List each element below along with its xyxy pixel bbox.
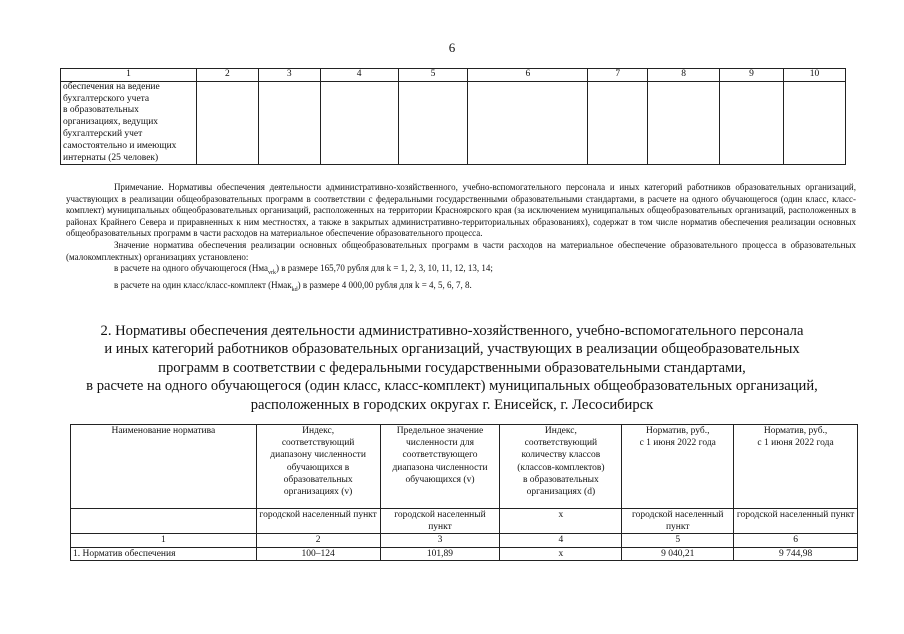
- header-limit-value: [380, 425, 500, 509]
- column-number: 1: [71, 534, 257, 547]
- empty-cell: [648, 81, 720, 165]
- header-index-range: [256, 425, 380, 509]
- row-value: 100–124: [256, 547, 380, 560]
- rate-text: ) в размере 4 000,00 рубля для k = 4, 5, 6, 7, 8.: [297, 279, 472, 290]
- header-line: соответствующего: [402, 450, 478, 461]
- heading-line: 2. Нормативы обеспечения деятельности административно-хозяйственного, учебно-вспомогательного персонала: [100, 323, 804, 339]
- empty-cell: [71, 509, 257, 534]
- empty-cell: [783, 81, 845, 165]
- header-line: Индекс,: [544, 426, 577, 436]
- header-line: обучающихся в: [286, 462, 350, 473]
- row-value: 101,89: [380, 547, 500, 560]
- column-number: 5: [398, 69, 468, 82]
- table-header-row: [61, 69, 846, 82]
- cell-line: организациях, ведущих: [63, 117, 159, 128]
- heading-line: и иных категорий работников образовательных организаций, участвующих в реализации общеобразовательных: [104, 341, 800, 358]
- header-line: численности для: [406, 438, 474, 449]
- table-row: [61, 81, 846, 165]
- header-line: диапазона численности: [392, 462, 488, 473]
- header-line: (классов-комплектов): [517, 462, 605, 473]
- column-number: 6: [468, 69, 588, 82]
- cell-line: интернаты (25 человек): [63, 152, 159, 163]
- header-line: Предельное значение: [396, 426, 484, 436]
- header-index-classes: [500, 425, 622, 509]
- cell-line: обеспечения на ведение: [63, 81, 160, 92]
- header-line: с 1 июня 2022 года: [757, 438, 834, 449]
- settlement-type-cell: городской населенный пункт: [380, 509, 500, 534]
- row-value: 9 040,21: [622, 547, 734, 560]
- empty-cell: [588, 81, 648, 165]
- header-normative-2: [734, 425, 858, 509]
- note-rate-line: [66, 263, 856, 279]
- column-number: 4: [500, 534, 622, 547]
- page-number: 6: [448, 40, 456, 55]
- column-number: 7: [588, 69, 648, 82]
- empty-cell: [258, 81, 320, 165]
- note-rate-line: [66, 280, 856, 296]
- header-line: Индекс,: [302, 426, 335, 436]
- header-line: количеству классов: [521, 450, 601, 461]
- cell-line: в образовательных: [63, 105, 139, 116]
- rate-text: в расчете на один класс/класс-комплект (Нмак: [114, 279, 292, 290]
- empty-cell: [320, 81, 398, 165]
- header-line: соответствующий: [524, 438, 598, 449]
- column-number: 4: [320, 69, 398, 82]
- header-line: соответствующий: [281, 438, 355, 449]
- header-line: диапазону численности: [270, 450, 366, 461]
- heading-line: расположенных в городских округах г. Енисейск, г. Лесосибирск: [250, 396, 654, 413]
- table-row: [71, 547, 858, 560]
- empty-cell: [720, 81, 784, 165]
- header-line: Норматив, руб.,: [646, 426, 710, 436]
- header-line: образовательных: [283, 474, 353, 485]
- header-line: с 1 июня 2022 года: [639, 438, 716, 449]
- empty-cell: [468, 81, 588, 165]
- table-subheader-row: [71, 509, 858, 534]
- rate-text: в расчете на одного обучающегося (Нма: [114, 263, 269, 274]
- settlement-type-cell: городской населенный пункт: [622, 509, 734, 534]
- rate-subscript: vrk: [268, 269, 277, 276]
- column-number: 9: [720, 69, 784, 82]
- column-number: 2: [256, 534, 380, 547]
- empty-cell: [398, 81, 468, 165]
- continuation-table: [60, 68, 846, 165]
- settlement-type-cell: городской населенный пункт: [256, 509, 380, 534]
- header-line: Норматив, руб.,: [763, 426, 828, 436]
- cell-line: бухгалтерского учета: [63, 93, 150, 104]
- column-number: 5: [622, 534, 734, 547]
- column-number: 6: [734, 534, 858, 547]
- column-number: 3: [380, 534, 500, 547]
- cell-line: самостоятельно и имеющих: [63, 140, 177, 151]
- column-number: 3: [258, 69, 320, 82]
- normative-name-cell: [61, 81, 197, 165]
- column-number: 2: [196, 69, 258, 82]
- note-block: [66, 182, 856, 296]
- header-line: в образовательных: [522, 474, 599, 485]
- row-value: 9 744,98: [734, 547, 858, 560]
- row-name: 1. Норматив обеспечения: [71, 547, 257, 560]
- note-paragraph: Примечание. Нормативы обеспечения деятельности административно-хозяйственного, учебно-вспомогательного персонала и иных категорий работников образовательных организаций, участвующих в реализации общеобразовательных программ в соответствии с федеральными государственными образовательными стандартами, в расчете на одного обучающегося (один класс, класс-комплект) муниципальных общеобразовательных организаций, расположенных на территории Красноярского края (за исключением муниципальных общеобразовательных организаций, расположенных в районах Крайнего Севера и приравненных к ним местностях, а также в закрытых административно-территориальных образованиях), содержат в том числе норматив обеспечения реализации основных общеобразовательных программ в части расходов на материальное обеспечение образовательного процесса.: [66, 182, 856, 239]
- header-line: организациях (v): [283, 487, 353, 498]
- note-paragraph: Значение норматива обеспечения реализации основных общеобразовательных программ в части расходов на материальное обеспечение образовательного процесса в образовательных (малокомплектных) организациях установлено:: [66, 239, 856, 262]
- section-heading: [40, 322, 864, 414]
- heading-line: программ в соответствии с федеральными государственными образовательными стандартами,: [158, 359, 746, 376]
- settlement-type-cell: городской населенный пункт: [734, 509, 858, 534]
- rate-subscript: kd: [291, 286, 298, 293]
- table-header-row: [71, 425, 858, 509]
- normatives-table: [70, 424, 858, 561]
- cell-line: бухгалтерский учет: [63, 128, 143, 139]
- heading-line: в расчете на одного обучающегося (один класс, класс-комплект) муниципальных общеобразовательных организаций,: [86, 378, 818, 395]
- settlement-type-cell: x: [500, 509, 622, 534]
- header-normative-1: [622, 425, 734, 509]
- header-normative-name: Наименование норматива: [71, 425, 257, 509]
- empty-cell: [196, 81, 258, 165]
- column-number: 8: [648, 69, 720, 82]
- column-number-row: [71, 534, 858, 547]
- column-number: 10: [783, 69, 845, 82]
- row-value: x: [500, 547, 622, 560]
- header-line: организациях (d): [526, 487, 596, 498]
- rate-text: ) в размере 165,70 рубля для k = 1, 2, 3, 10, 11, 12, 13, 14;: [276, 263, 493, 274]
- column-number: 1: [61, 69, 197, 82]
- header-line: обучающихся (v): [405, 474, 475, 485]
